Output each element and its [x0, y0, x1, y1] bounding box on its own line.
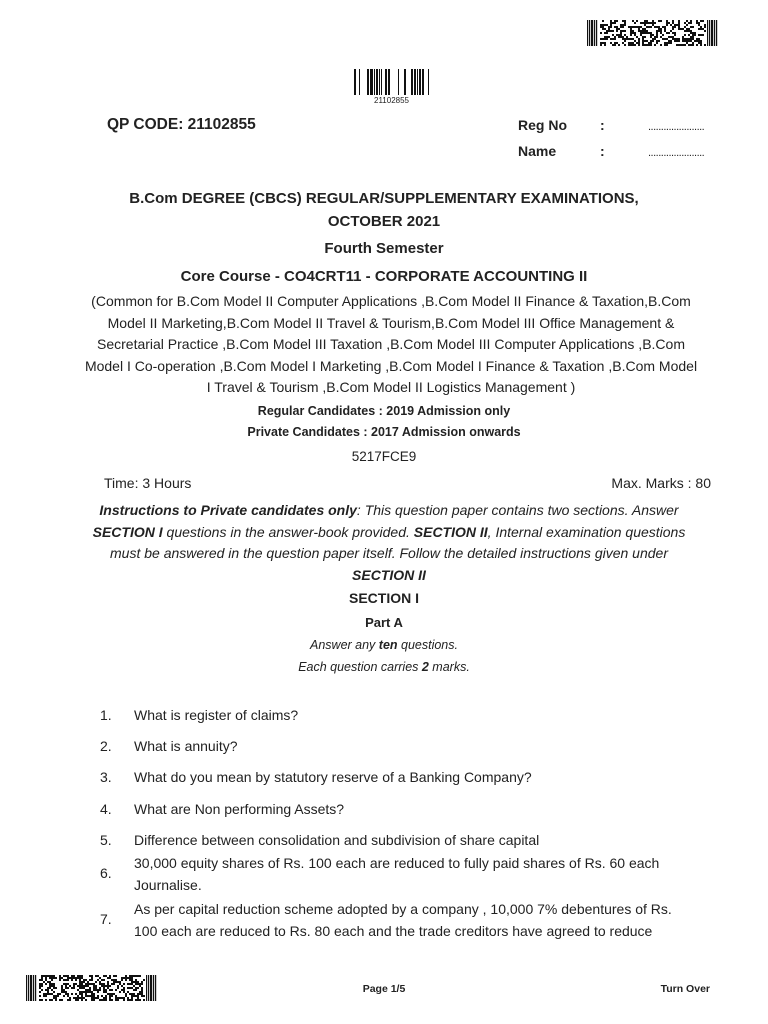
- name-label: Name: [518, 143, 557, 159]
- question-line: Journalise.: [134, 876, 202, 893]
- question-text: What do you mean by statutory reserve of a Banking Company?: [134, 769, 532, 785]
- common-line: Model II Marketing,B.Com Model II Travel & Tourism,B.Com Model III Office Management &: [107, 314, 675, 331]
- question-text: What is annuity?: [134, 738, 238, 754]
- question-line: 30,000 equity shares of Rs. 100 each are reduced to fully paid shares of Rs. 60 each: [134, 855, 660, 871]
- question-item: [100, 899, 710, 943]
- private-candidates: Private Candidates : 2017 Admission onwards: [247, 425, 521, 439]
- name-colon: :: [600, 143, 605, 159]
- marks-instruction: [60, 660, 708, 674]
- question-item: [100, 853, 710, 897]
- max-marks: Max. Marks : 80: [611, 475, 711, 491]
- instructions-section3: SECTION II: [352, 566, 426, 583]
- qp-barcode: [354, 69, 429, 95]
- section-heading: SECTION I: [348, 590, 419, 606]
- exam-title-line2: OCTOBER 2021: [327, 213, 441, 230]
- question-number: 1.: [100, 707, 112, 723]
- question-number: 3.: [100, 769, 112, 785]
- answer-count: ten: [378, 638, 398, 652]
- common-for-block: [70, 291, 712, 399]
- common-line: Model I Co-operation ,B.Com Model I Marketing ,B.Com Model I Finance & Taxation ,B.Com Model: [84, 357, 698, 374]
- page-number: Page 1/5: [362, 983, 406, 995]
- course-title: Core Course - CO4CRT11 - CORPORATE ACCOUNTING II: [180, 268, 588, 285]
- instructions-line2: [78, 522, 700, 544]
- instructions-line3: must be answered in the question paper itself. Follow the detailed instructions given under: [110, 545, 668, 561]
- question-number: 7.: [100, 911, 112, 927]
- top-right-barcode: [587, 20, 718, 46]
- bottom-left-barcode: [26, 975, 157, 1001]
- question-text: What are Non performing Assets?: [134, 801, 345, 817]
- reg-no-dots: ......................: [648, 121, 705, 133]
- exam-title-line1: B.Com DEGREE (CBCS) REGULAR/SUPPLEMENTARY EXAMINATIONS,: [129, 190, 639, 207]
- common-line: I Travel & Tourism ,B.Com Model II Logistics Management ): [206, 379, 576, 395]
- instructions-lead: Instructions to Private candidates only: [99, 502, 357, 518]
- instructions-text1: : This question paper contains two sections. Answer: [356, 502, 679, 518]
- instructions-section1: SECTION I: [92, 523, 163, 540]
- part-heading: Part A: [365, 615, 403, 630]
- instructions-text3: , Internal examination questions: [487, 523, 686, 540]
- question-text: [134, 853, 708, 896]
- name-row: [518, 143, 704, 159]
- question-number: 5.: [100, 832, 112, 848]
- qp-code: QP CODE: 21102855: [107, 116, 256, 133]
- instructions-line1: [78, 500, 700, 522]
- question-line: As per capital reduction scheme adopted by a company , 10,000 7% debentures of Rs.: [134, 901, 672, 917]
- paper-code: 5217FCE9: [351, 449, 417, 464]
- answer-instruction: [60, 638, 708, 652]
- question-text: Difference between consolidation and subdivision of share capital: [134, 832, 540, 848]
- question-number: 2.: [100, 738, 112, 754]
- reg-no-row: [518, 117, 704, 133]
- carries-marks: 2: [421, 660, 429, 674]
- instructions-block: [78, 500, 700, 586]
- instructions-section2: SECTION II: [413, 523, 488, 540]
- instructions-text2: questions in the answer-book provided.: [162, 523, 414, 540]
- barcode-number: 21102855: [374, 96, 409, 105]
- question-text: What is register of claims?: [134, 707, 299, 723]
- answer-pre: Answer any: [310, 638, 379, 652]
- answer-post: questions.: [397, 638, 458, 652]
- reg-no-label: Reg No: [518, 117, 567, 133]
- semester: Fourth Semester: [324, 240, 444, 257]
- time-duration: Time: 3 Hours: [104, 475, 192, 491]
- reg-no-colon: :: [600, 117, 605, 133]
- question-number: 6.: [100, 865, 112, 881]
- question-number: 4.: [100, 801, 112, 817]
- instructions-line4: [78, 565, 700, 587]
- carries-post: marks.: [428, 660, 470, 674]
- carries-pre: Each question carries: [298, 660, 422, 674]
- question-text: [134, 899, 708, 942]
- turn-over: Turn Over: [660, 983, 710, 995]
- regular-candidates: Regular Candidates : 2019 Admission only: [257, 404, 511, 418]
- name-dots: ......................: [648, 147, 705, 159]
- common-line: (Common for B.Com Model II Computer Applications ,B.Com Model II Finance & Taxation,B.Com: [91, 293, 691, 309]
- question-line: 100 each are reduced to Rs. 80 each and the trade creditors have agreed to reduce: [134, 922, 653, 939]
- common-line: Secretarial Practice ,B.Com Model III Taxation ,B.Com Model III Computer Applications ,B.Com: [97, 336, 685, 352]
